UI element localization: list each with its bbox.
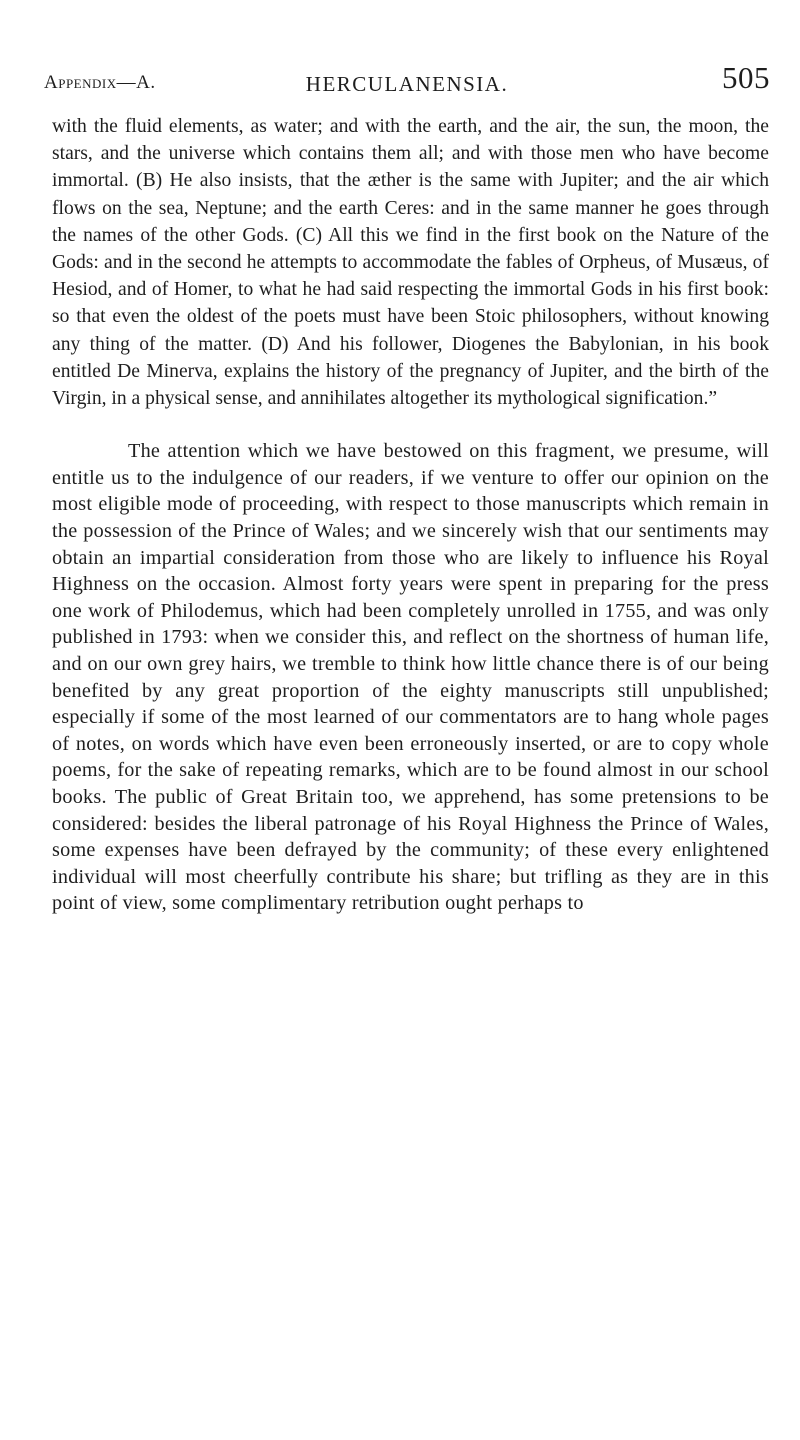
paragraph-quotation-continued: with the fluid elements, as water; and with the earth, and the air, the sun, the moon, the stars, and the universe which contains them all; and with those men who have become immortal. (B) He also insists, that the æther is the same with Jupiter; and the air which flows on the sea, Neptune; and the earth Ceres: and in the same manner he goes through the names of the other Gods. (C) All this we find in the first book on the Nature of the Gods: and in the second he attempts to accommodate the fables of Orpheus, of Musæus, of Hesiod, and of Homer, to what he had said respecting the immortal Gods in his first book: so that even the oldest of the poets must have been Stoic philosophers, without knowing any thing of the matter. (D) And his follower, Diogenes the Babylonian, in his book entitled De Minerva, explains the history of the pregnancy of Jupiter, and the birth of the Virgin, in a physical sense, and annihilates altogether its mythological signification.” (52, 116, 769, 410)
running-head-section: Appendix—A. (44, 72, 156, 93)
running-head-title: HERCULANENSIA. (305, 72, 509, 96)
page-number: 505 (722, 60, 770, 95)
body-text (52, 113, 769, 917)
running-head (44, 60, 770, 100)
paragraph-commentary: The attention which we have bestowed on this fragment, we presume, will entitle us to the indulgence of our readers, if we venture to offer our opinion on the most eligible mode of proceeding, with respect to those manuscripts which remain in the possession of the Prince of Wales; and we sincerely wish that our sentiments may obtain an impartial consideration from those who are likely to influence his Royal Highness on the occasion. Almost forty years were spent in preparing for the press one work of Philodemus, which had been completely unrolled in 1755, and was only published in 1793: when we consider this, and reflect on the shortness of human life, and on our own grey hairs, we tremble to think how little chance there is of our being benefited by any great proportion of the eighty manuscripts still unpublished; especially if some of the most learned of our commentators are to hang whole pages of notes, on words which have even been erroneously inserted, or are to copy whole poems, for the sake of repeating remarks, which are to be found almost in our school books. The public of Great Britain too, we apprehend, has some pretensions to be considered: besides the liberal patronage of his Royal Highness the Prince of Wales, some expenses have been defrayed by the community; of these every enlightened individual will most cheerfully contribute his share; but trifling as they are in this point of view, some complimentary retribution ought perhaps to (52, 440, 769, 915)
